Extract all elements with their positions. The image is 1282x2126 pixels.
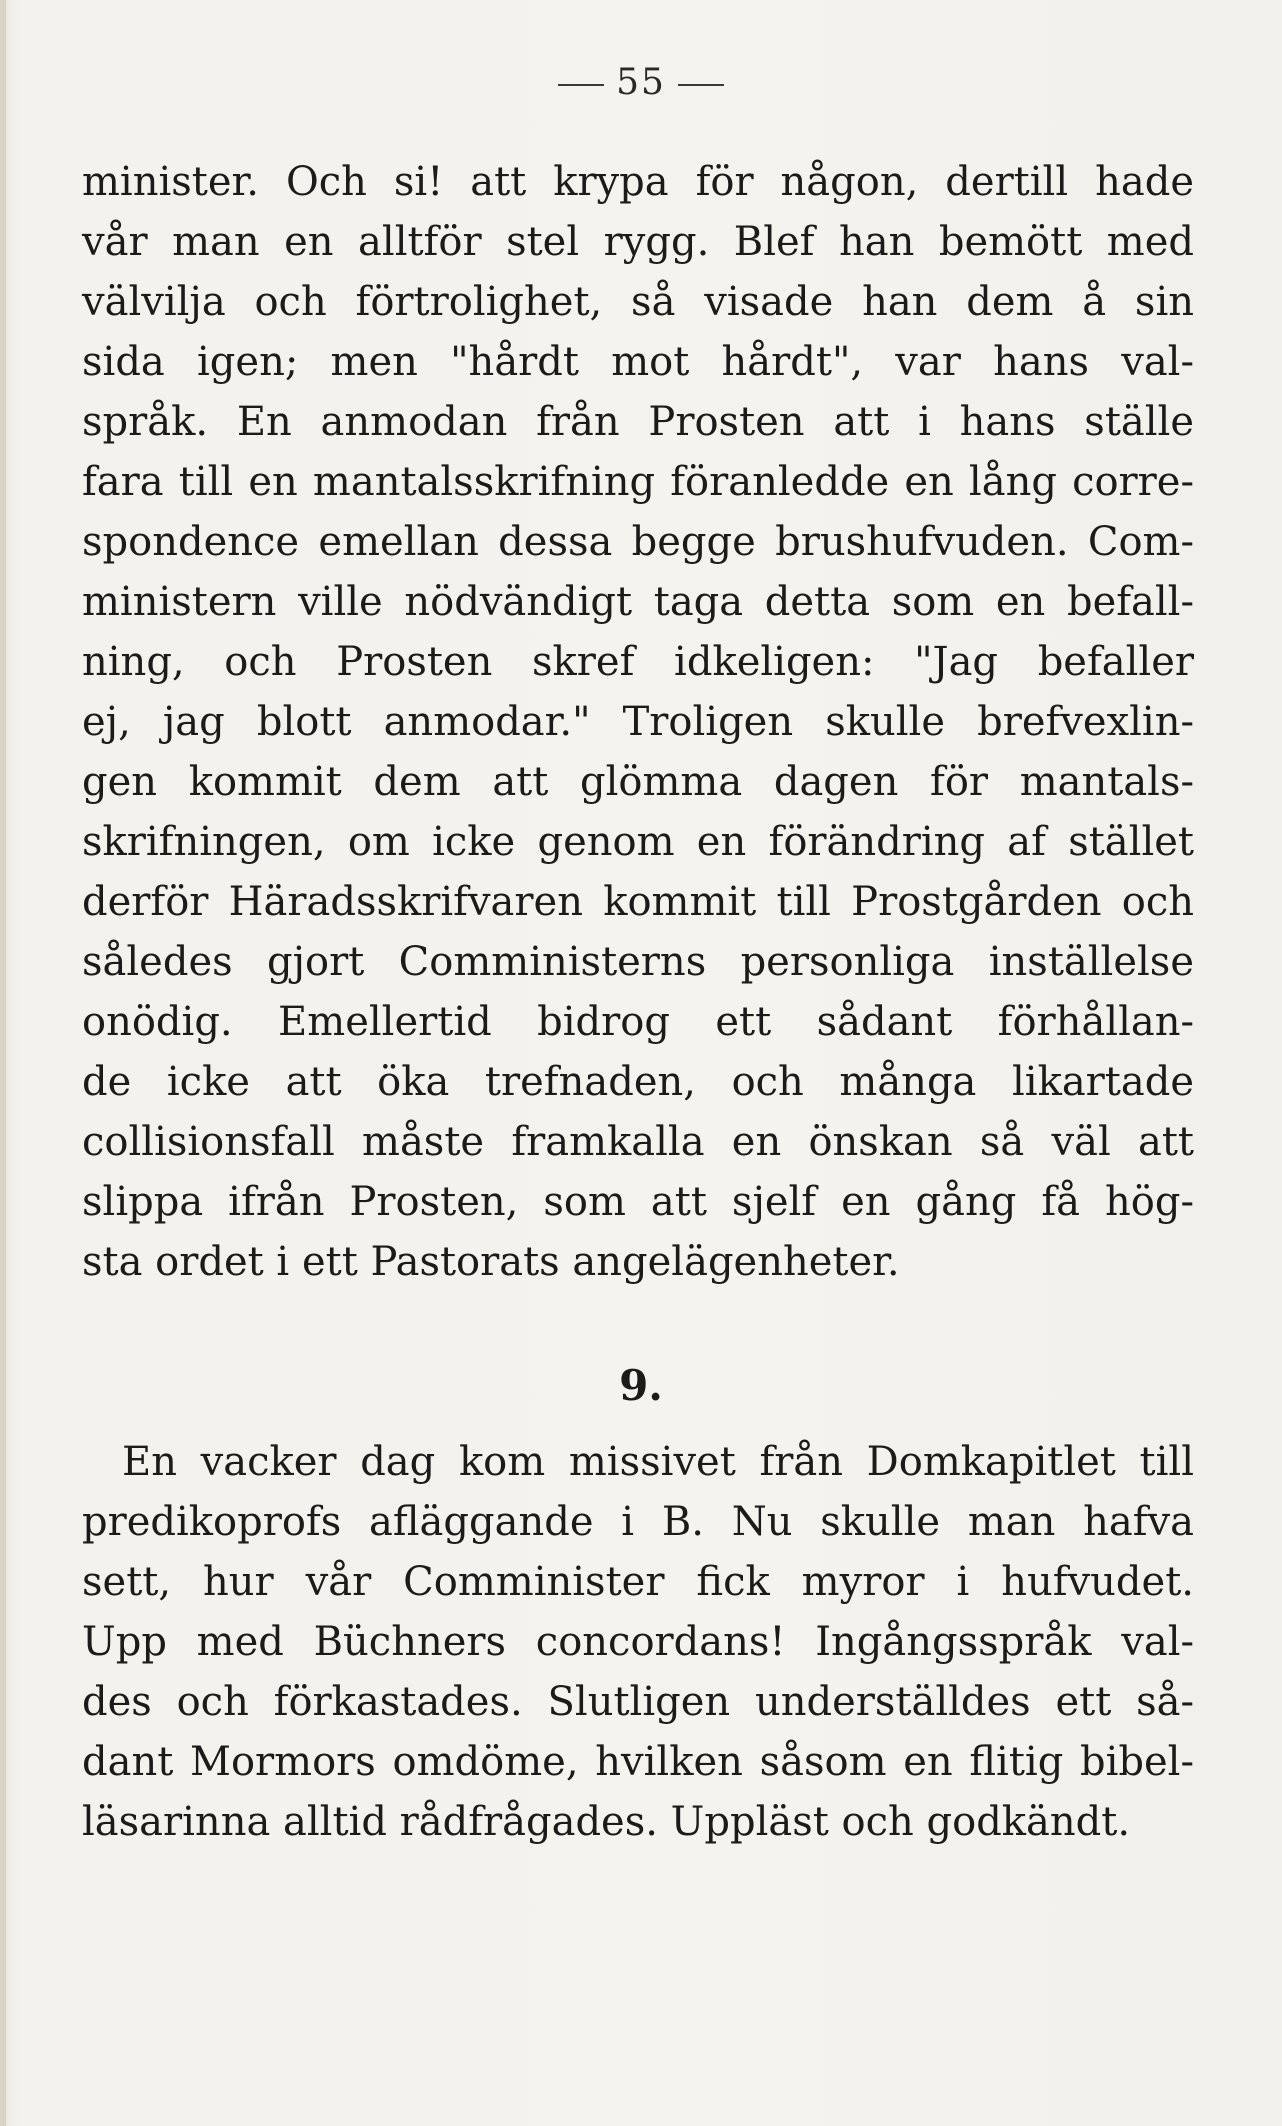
text-line: gen kommit dem att glömma dagen för mantals- [82, 759, 1194, 805]
text-line: ning, och Prosten skref idkeligen: "Jag befaller [82, 639, 1194, 685]
right-dash [678, 84, 724, 86]
page-number-header [0, 62, 1282, 103]
text-line: derför Häradsskrifvaren kommit till Prostgården och [82, 879, 1194, 925]
text-line: ej, jag blott anmodar." Troligen skulle brefvexlin- [82, 699, 1194, 745]
text-line: des och förkastades. Slutligen underställdes ett så- [82, 1679, 1194, 1725]
page-edge [0, 0, 6, 2126]
text-line: slippa ifrån Prosten, som att sjelf en gång få hög- [82, 1179, 1194, 1225]
section-number: 9. [619, 1361, 663, 1410]
text-line: spondence emellan dessa begge brushufvuden. Com- [82, 519, 1194, 565]
text-line: sida igen; men "hårdt mot hårdt", var hans val- [82, 339, 1194, 385]
text-line: collisionsfall måste framkalla en önskan så väl att [82, 1119, 1194, 1165]
text-line: predikoprofs afläggande i B. Nu skulle man hafva [82, 1499, 1194, 1545]
text-line: onödig. Emellertid bidrog ett sådant förhållan- [82, 999, 1194, 1045]
text-line: skrifningen, om icke genom en förändring af stället [82, 819, 1194, 865]
text-line: En vacker dag kom missivet från Domkapitlet till [122, 1439, 1194, 1485]
text-line: läsarinna alltid rådfrågades. Uppläst och godkändt. [82, 1799, 1131, 1845]
text-line: sett, hur vår Comminister fick myror i hufvudet. [82, 1559, 1194, 1605]
text-line: således gjort Comministerns personliga inställelse [82, 939, 1194, 985]
text-line: ministern ville nödvändigt taga detta som en befall- [82, 579, 1194, 625]
text-line: vår man en alltför stel rygg. Blef han bemött med [82, 219, 1194, 265]
text-line: sta ordet i ett Pastorats angelägenheter. [82, 1239, 900, 1285]
text-line: Upp med Büchners concordans! Ingångsspråk val- [82, 1619, 1194, 1665]
text-line: fara till en mantalsskrifning föranledde en lång corre- [82, 459, 1194, 505]
text-line: de icke att öka trefnaden, och många likartade [82, 1059, 1194, 1105]
left-dash [558, 84, 604, 86]
text-line: språk. En anmodan från Prosten att i hans ställe [82, 399, 1194, 445]
text-line: minister. Och si! att krypa för någon, dertill hade [82, 159, 1194, 205]
text-line: välvilja och förtrolighet, så visade han dem å sin [82, 279, 1194, 325]
text-line: dant Mormors omdöme, hvilken såsom en flitig bibel- [82, 1739, 1194, 1785]
page-number: 55 [616, 62, 666, 103]
